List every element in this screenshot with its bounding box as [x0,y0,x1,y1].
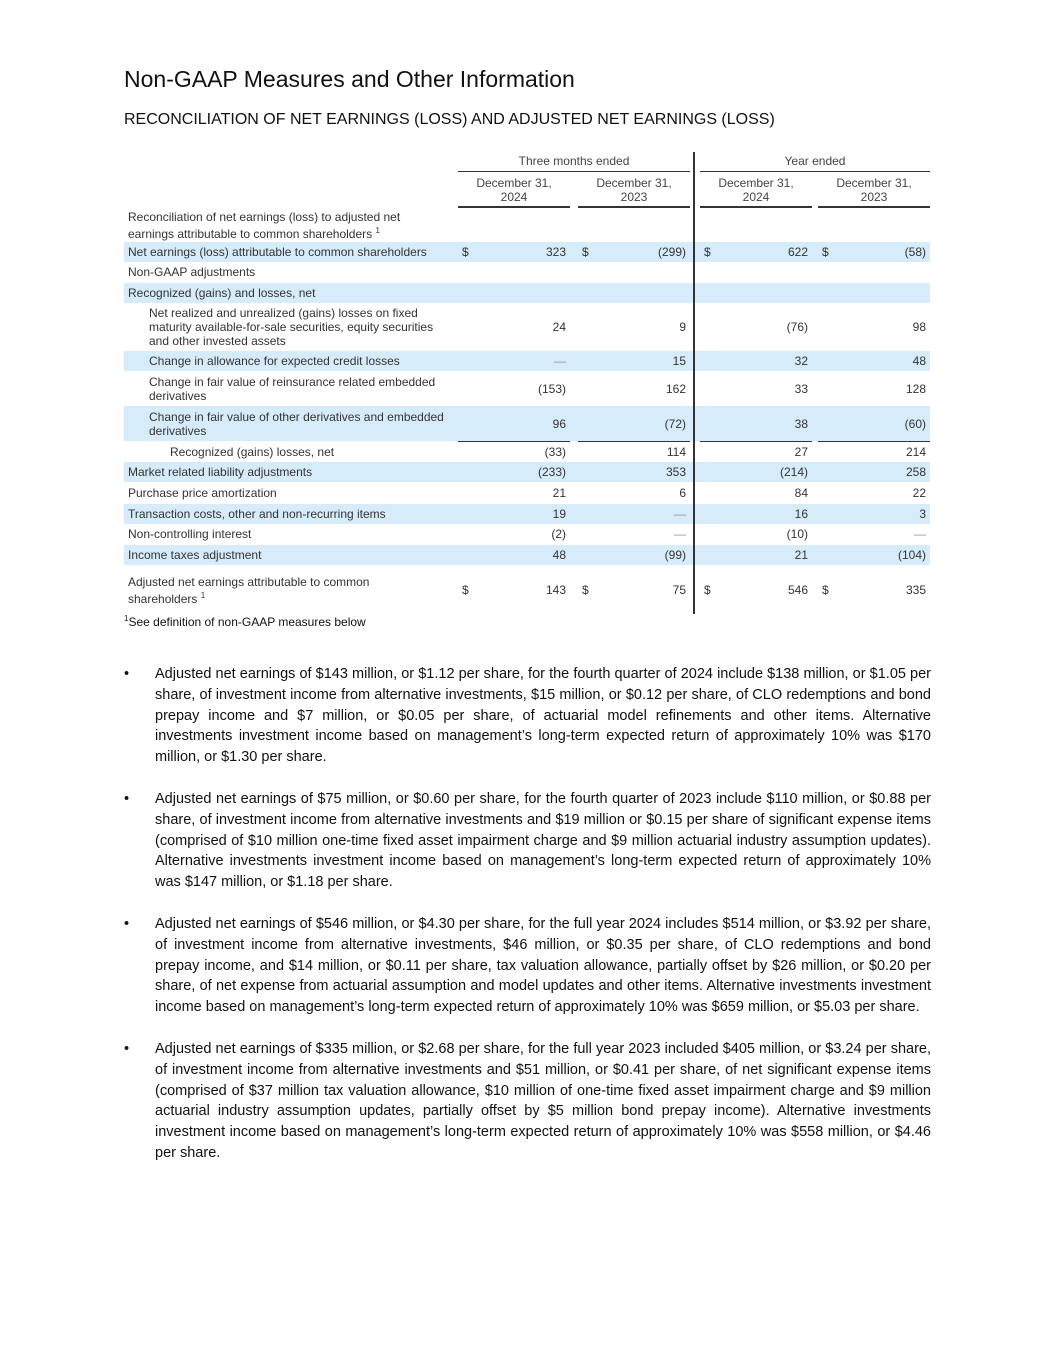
column-header-fy-2024: December 31, 2024 [718,176,794,204]
bullet-item: • Adjusted net earnings of $546 million, or $4.30 per share, for the full year 2024 includes $514 million, or $3.92 per share, of investment income from alternative investments, $46 million, or $0.35 per share, of CLO redemptions and bond prepay income, and $14 million, or $0.11 per share, tax valuation allowance, partially offset by $26 million, or $0.20 per share, of net expense from actuarial assumption and model updates and other items. Alternative investments investment income based on management’s long-term expected return of approximately 10% was $659 million, or $5.03 per share. [124,915,931,1016]
table-cell: (299) [657,245,686,259]
row-label: Change in fair value of reinsurance related embedded derivatives [149,374,436,403]
table-row [124,351,930,371]
section-label: Reconciliation of net earnings (loss) to adjusted net earnings attributable to common shareholders $^1$ [128,210,401,241]
column-header-q4-2024: December 31, 2024 [476,176,552,204]
row-label: Change in fair value of other derivatives and embedded derivatives [149,409,444,438]
dollar-sign: $ [462,245,469,259]
table-row [124,371,930,406]
table-cell: (153) [537,381,566,396]
table-cell: 622 [787,245,808,259]
group-header-year: Year ended [784,154,846,168]
table-row [124,483,930,503]
table-cell: 15 [672,354,686,368]
table-cell: — [674,507,686,521]
table-cell: 9 [679,319,686,334]
table-cell: 546 [787,583,808,597]
row-label: Non-GAAP adjustments [128,265,256,279]
table-cell: 323 [545,245,566,259]
table-cell: 38 [794,416,808,431]
row-label: Non-controlling interest [128,527,252,541]
table-cell: 32 [794,354,808,368]
table-cell: 3 [919,507,926,521]
table-cell: (214) [779,465,808,479]
dollar-sign: $ [822,245,829,259]
table-cell: (2) [551,527,566,541]
table-row [124,570,930,610]
table-row [124,303,930,350]
dollar-sign: $ [582,245,589,259]
table-row [124,262,930,282]
table-cell: 258 [905,465,926,479]
row-label: Adjusted net earnings attributable to common shareholders $^1$ [128,574,370,606]
row-label: Net realized and unrealized (gains) losses on fixed maturity available-for-sale securities, equity securities and other invested assets [149,305,434,348]
table-cell: 96 [552,416,566,431]
table-cell: 128 [905,381,926,396]
row-label: Recognized (gains) losses, net [170,445,335,459]
row-label: Recognized (gains) and losses, net [128,286,316,300]
column-header-fy-2023: December 31, 2023 [836,176,912,204]
bullet-item: • Adjusted net earnings of $143 million, or $1.12 per share, for the fourth quarter of 2024 include $138 million, or $1.05 per share, of investment income from alternative investments, $15 million, or $0.12 per share, of CLO redemptions and bond prepay income and $7 million, or $0.05 per share, of actuarial model refinements and other items. Alternative investments investment income based on management’s long-term expected return of approximately 10% was $170 million, or $1.30 per share. [124,666,931,766]
table-cell: 24 [552,319,566,334]
table-row [124,406,930,441]
table-cell: 98 [912,319,926,334]
table-cell: 48 [912,354,926,368]
bullet-item: • Adjusted net earnings of $75 million, or $0.60 per share, for the fourth quarter of 2023 include $110 million, or $0.88 per share, of investment income from alternative investments and $19 million or $0.15 per share of significant expense items (comprised of $10 million one-time fixed asset impairment charge and $9 million actuarial industry assumption updates). Alternative investments investment income based on management’s long-term expected return of approximately 10% was $147 million, or $1.18 per share. [124,790,931,891]
table-title: RECONCILIATION OF NET EARNINGS (LOSS) AND ADJUSTED NET EARNINGS (LOSS) [124,111,775,128]
table-cell: 84 [794,486,808,500]
dollar-sign: $ [822,583,829,597]
table-cell: 114 [666,445,686,459]
table-cell: (58) [904,245,926,259]
table-cell: (233) [537,465,566,479]
table-cell: 21 [552,486,566,500]
section-label-row [124,208,930,240]
row-label: Transaction costs, other and non-recurring items [128,507,386,521]
table-cell: 6 [679,486,686,500]
table-cell: 214 [905,445,926,459]
table-cell: 335 [905,583,926,597]
row-label: Change in allowance for expected credit losses [149,354,400,368]
table-cell: (76) [786,319,808,334]
table-row [124,504,930,524]
table-cell: 19 [552,507,566,521]
table-cell: 27 [794,445,808,459]
table-cell: (99) [664,548,686,562]
group-header-three-months: Three months ended [518,154,630,168]
table-cell: 33 [794,381,808,396]
table-cell: (33) [544,445,566,459]
row-label: Market related liability adjustments [128,465,313,479]
table-row [124,442,930,462]
table-cell: (60) [904,416,926,431]
dollar-sign: $ [462,583,469,597]
dollar-sign: $ [582,583,589,597]
table-cell: (104) [897,548,926,562]
table-row [124,524,930,544]
commentary-bullets [124,664,931,1185]
page-title: Non-GAAP Measures and Other Information [124,66,575,92]
table-cell: 143 [545,583,566,597]
row-label: Purchase price amortization [128,486,277,500]
footnote: $^1$See definition of non-GAAP measures below [124,614,366,629]
table-row [124,242,930,262]
dollar-sign: $ [704,245,711,259]
table-row [124,462,930,482]
table-cell: 22 [912,486,926,500]
column-header-q4-2023: December 31, 2023 [596,176,672,204]
table-cell: (10) [786,527,808,541]
table-cell: (72) [664,416,686,431]
table-cell: 48 [552,548,566,562]
table-cell: 162 [665,381,686,396]
table-cell: 75 [672,583,686,597]
row-label: Income taxes adjustment [128,548,262,562]
bullet-item: • Adjusted net earnings of $335 million, or $2.68 per share, for the full year 2023 included $405 million, or $3.24 per share, of investment income from alternative investments and $51 million, or $0.41 per share, of net significant expense items (comprised of $37 million tax valuation allowance, $10 million of one-time fixed asset impairment charge and $9 million actuarial industry assumption updates, partially offset by $5 million bond prepay income). Alternative investments investment income based on management’s long-term expected return of approximately 10% was $558 million, or $4.46 per share. [124,1040,931,1161]
table-cell: — [914,527,926,541]
table-cell: 21 [794,548,808,562]
table-cell: — [554,354,566,368]
table-cell: — [674,527,686,541]
row-label: Net earnings (loss) attributable to common shareholders [128,245,427,259]
table-row [124,545,930,565]
table-row [124,283,930,303]
table-cell: 353 [665,465,686,479]
dollar-sign: $ [704,583,711,597]
table-cell: 16 [794,507,808,521]
